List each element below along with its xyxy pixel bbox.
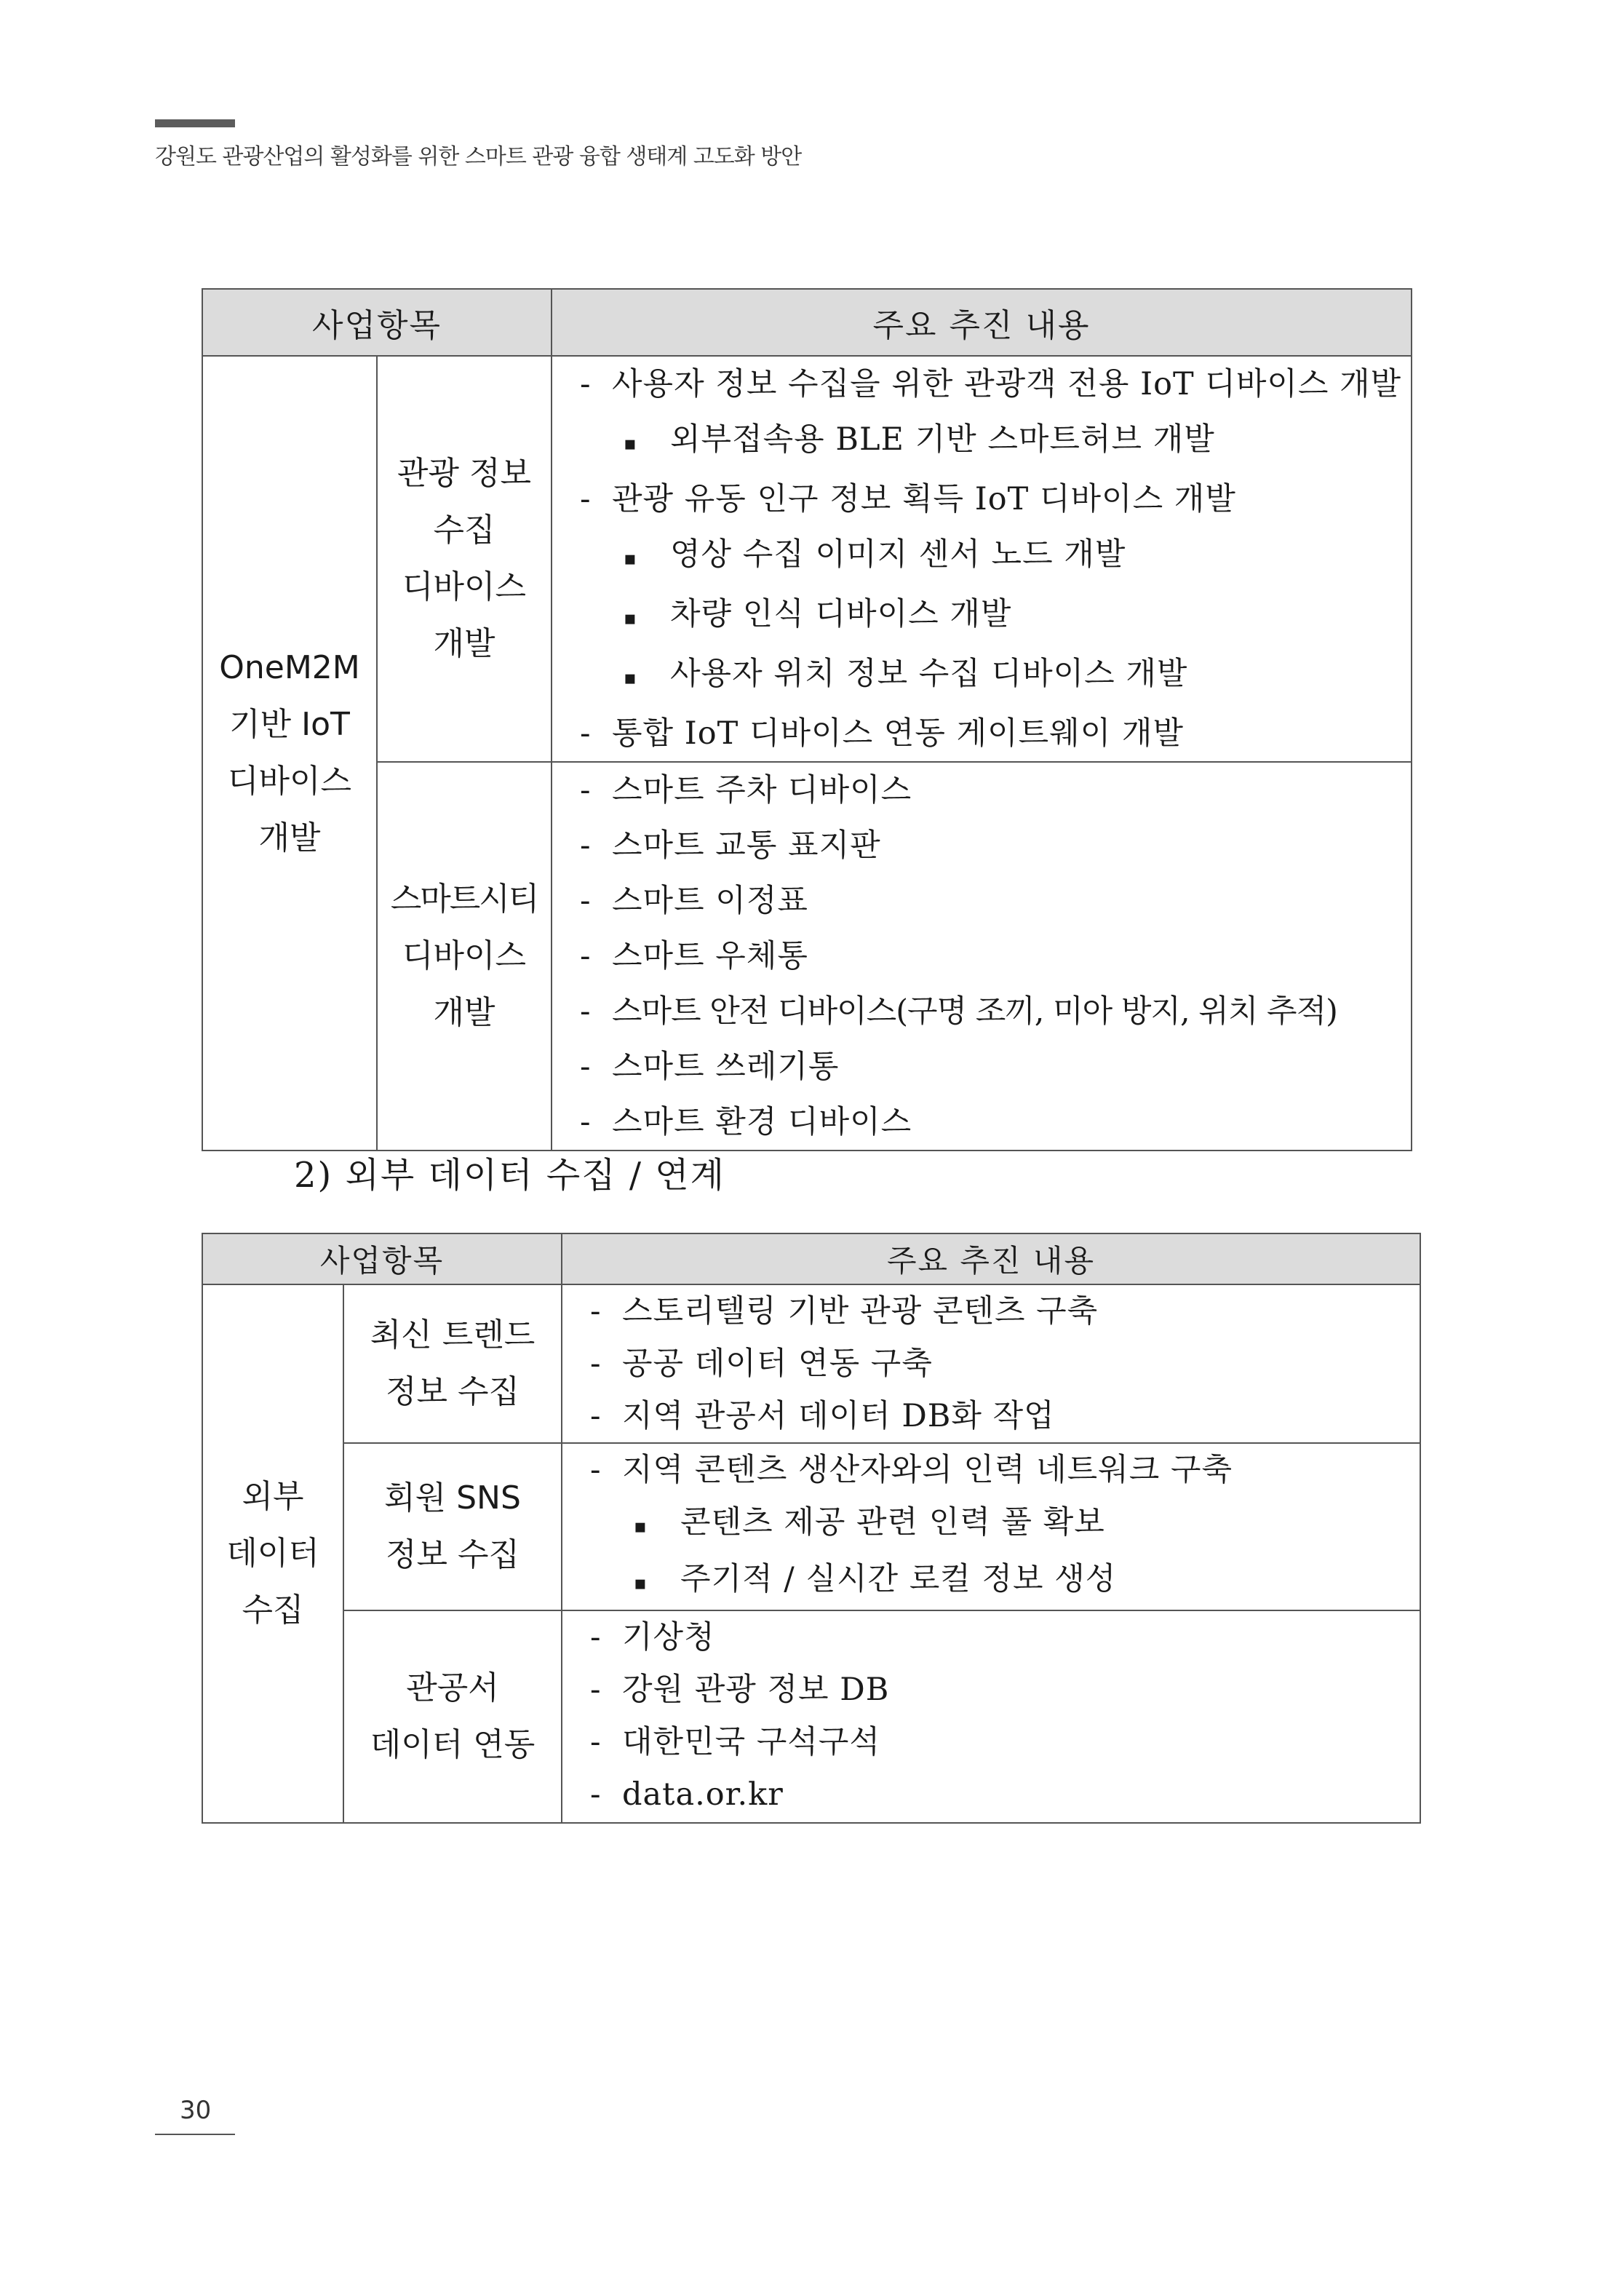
subcategory-line: 정보 수집: [386, 1536, 520, 1573]
list-item: - 스마트 우체통: [580, 938, 808, 974]
list-item: - 스마트 이정표: [580, 883, 808, 919]
category-line: 외부: [242, 1478, 304, 1515]
list-item: - 스마트 안전 디바이스(구명 조끼, 미아 방지, 위치 추적): [580, 993, 1337, 1030]
subcategory-cell: [377, 356, 552, 762]
content-cell: [562, 1284, 1420, 1443]
list-item: - 지역 콘텐츠 생산자와의 인력 네트워크 구축: [590, 1452, 1233, 1488]
list-item: - 스토리텔링 기반 관광 콘텐츠 구축: [590, 1293, 1099, 1330]
list-item: ▪ 주기적 / 실시간 로컬 정보 생성: [634, 1561, 1117, 1597]
subcategory-cell: [343, 1443, 562, 1610]
list-item: - 통합 IoT 디바이스 연동 게이트웨이 개발: [580, 715, 1184, 752]
list-item: ▪ 차량 인식 디바이스 개발: [624, 596, 1012, 632]
category-line: 수집: [242, 1592, 304, 1629]
list-item: - 사용자 정보 수집을 위한 관광객 전용 IoT 디바이스 개발: [580, 366, 1402, 402]
running-header: 강원도 관광산업의 활성화를 위한 스마트 관광 융합 생태계 고도화 방안: [155, 144, 802, 170]
list-item: ▪ 외부접속용 BLE 기반 스마트허브 개발: [624, 421, 1215, 458]
header-bar: [155, 119, 235, 127]
subcategory-line: 수집: [433, 512, 495, 549]
subcategory-line: 관광 정보: [397, 455, 532, 492]
col-header-content: 주요 추진 내용: [562, 1233, 1420, 1284]
subcategory-cell: [343, 1610, 562, 1823]
list-item: - 스마트 교통 표지판: [580, 827, 881, 864]
subcategory-line: 디바이스: [402, 568, 527, 605]
subcategory-line: 회원 SNS: [384, 1479, 521, 1517]
list-item: - 스마트 주차 디바이스: [580, 772, 912, 808]
list-item: - 관광 유동 인구 정보 획득 IoT 디바이스 개발: [580, 481, 1236, 517]
col-header-content: 주요 추진 내용: [552, 289, 1412, 356]
col-header-item: 사업항목: [202, 289, 552, 356]
section-heading: 2) 외부 데이터 수집 / 연계: [294, 1155, 726, 1196]
subcategory-line: 최신 트렌드: [370, 1316, 536, 1354]
subcategory-line: 관공서: [406, 1669, 499, 1706]
page-number: 30: [180, 2096, 212, 2125]
list-item: ▪ 콘텐츠 제공 관련 인력 풀 확보: [634, 1504, 1105, 1541]
subcategory-line: 개발: [433, 625, 495, 662]
subcategory-line: 개발: [433, 994, 495, 1031]
list-item: ▪ 사용자 위치 정보 수집 디바이스 개발: [624, 656, 1188, 692]
category-line: OneM2M: [219, 649, 360, 686]
content-cell: [562, 1443, 1420, 1610]
list-item: - 지역 관공서 데이터 DB화 작업: [590, 1398, 1055, 1434]
subcategory-line: 정보 수집: [386, 1373, 520, 1410]
list-item: - 공공 데이터 연동 구축: [590, 1346, 933, 1382]
list-item: - 스마트 쓰레기통: [580, 1049, 840, 1085]
content-cell: [552, 762, 1412, 1151]
subcategory-line: 디바이스: [402, 937, 527, 974]
list-item: ▪ 영상 수집 이미지 센서 노드 개발: [624, 536, 1126, 573]
business-table-external-data: [202, 1233, 1421, 1824]
category-line: 기반 IoT: [229, 706, 350, 743]
category-cell: [202, 1284, 343, 1823]
business-table-iot: [202, 288, 1412, 1151]
subcategory-line: 데이터 연동: [370, 1726, 536, 1763]
footer-rule: [155, 2134, 235, 2135]
list-item: - 강원 관광 정보 DB: [590, 1672, 890, 1708]
list-item: - data.or.kr: [590, 1776, 784, 1813]
list-item: - 대한민국 구석구석: [590, 1724, 880, 1760]
content-cell: [552, 356, 1412, 762]
subcategory-line: 스마트시티: [390, 881, 538, 918]
subcategory-cell: [343, 1284, 562, 1443]
category-line: 디바이스: [227, 763, 351, 800]
category-cell: [202, 356, 377, 1151]
content-cell: [562, 1610, 1420, 1823]
category-line: 개발: [258, 819, 321, 857]
list-item: - 기상청: [590, 1619, 715, 1656]
col-header-item: 사업항목: [202, 1233, 562, 1284]
category-line: 데이터: [226, 1535, 319, 1572]
list-item: - 스마트 환경 디바이스: [580, 1104, 912, 1140]
subcategory-cell: [377, 762, 552, 1151]
